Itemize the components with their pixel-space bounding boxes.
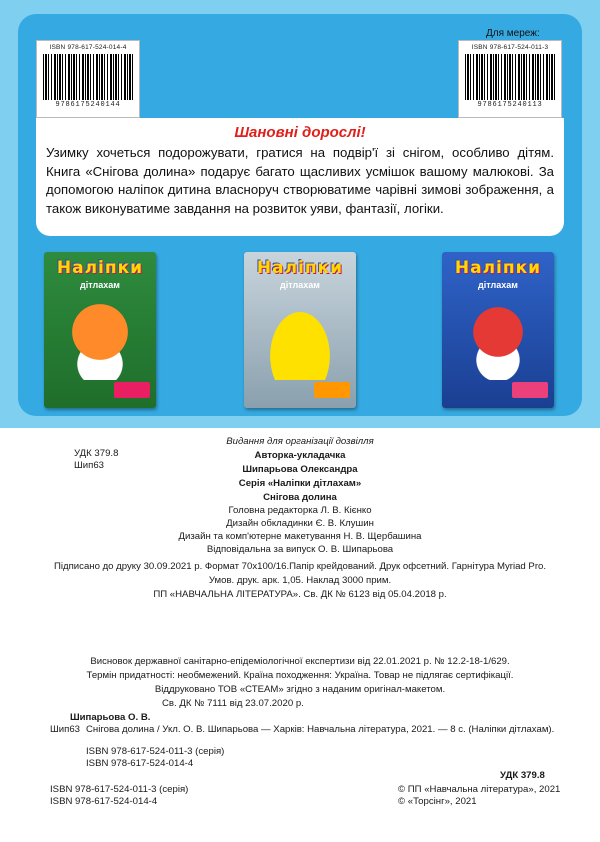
sanitary-conclusion: Висновок державної санітарно-епідеміологічної експертизи від 22.01.2021 р. № 12.2-18-1/629. — [90, 656, 510, 667]
book-subtitle: дітлахам — [478, 280, 518, 290]
author-role: Авторка-укладачка — [254, 450, 346, 461]
book-tag-icon — [114, 382, 150, 398]
printed-by: Віддруковано ТОВ «СТЕАМ» згідно з наданим оригінал-макетом. — [154, 684, 446, 695]
book-cover-transport — [244, 252, 356, 408]
fox-illustration-icon — [62, 300, 138, 380]
notice-title: Шановні дорослі! — [234, 124, 366, 141]
barcode-right — [458, 40, 562, 118]
santa-illustration-icon — [460, 300, 536, 380]
layout-designer: Дизайн та комп'ютерне макетування Н. В. Щербашина — [178, 531, 422, 542]
notice-panel — [36, 118, 564, 236]
cover-designer: Дизайн обкладинки Є. В. Клушин — [226, 518, 374, 529]
udk-top: УДК 379.8 — [74, 448, 119, 459]
print-signed: Підписано до друку 30.09.2021 р. Формат 70х100/16.Папір крейдований. Друк офсетний. Гарнітура Myriad Pro. — [53, 561, 547, 572]
catalog-isbn-series: ISBN 978-617-524-011-3 (серія) — [86, 746, 225, 757]
book-cover-santa — [442, 252, 554, 408]
isbn-right-label: ISBN 978-617-524-011-3 — [471, 44, 549, 51]
series-title: Серія «Наліпки дітлахам» — [238, 478, 362, 489]
barcode-bars-icon — [43, 54, 133, 100]
book-cover-fox — [44, 252, 156, 408]
book-subtitle: дітлахам — [280, 280, 320, 290]
book-title: Наліпки — [56, 258, 144, 278]
book-tag-icon — [314, 382, 350, 398]
print-sheets: Умов. друк. арк. 1,05. Наклад 3000 прим. — [208, 575, 392, 586]
book-subtitle: дітлахам — [80, 280, 120, 290]
publisher-info: ПП «НАВЧАЛЬНА ЛІТЕРАТУРА». Св. ДК № 6123 від 05.04.2018 р. — [153, 589, 447, 600]
shelf-life: Термін придатності: необмежений. Країна походження: Україна. Товар не підлягає сертифікації. — [86, 670, 514, 681]
for-networks-label: Для мереж: — [486, 28, 540, 39]
book-title: Наліпки — [256, 258, 344, 278]
printer-certificate: Св. ДК № 7111 від 23.07.2020 р. — [162, 698, 304, 709]
permit-note: Видання для організації дозвілля — [226, 436, 374, 447]
author-name: Шипарьова Олександра — [242, 464, 358, 475]
catalog-entry: Снігова долина / Укл. О. В. Шипарьова — Харків: Навчальна література, 2021. — 8 с. (Наліпки дітлахам). — [86, 724, 555, 735]
catalog-author: Шипарьова О. В. — [70, 712, 151, 723]
copyright-publisher: © ПП «Навчальна література», 2021 — [398, 784, 561, 795]
responsible-person: Відповідальна за випуск О. В. Шипарьова — [206, 544, 394, 555]
barcode-right-digits: 9786175240113 — [477, 101, 543, 109]
catalog-isbn: ISBN 978-617-524-014-4 — [86, 758, 194, 769]
copyright-torsing: © «Торсінг», 2021 — [398, 796, 477, 807]
isbn-bottom: ISBN 978-617-524-014-4 — [50, 796, 158, 807]
isbn-series-bottom: ISBN 978-617-524-011-3 (серія) — [50, 784, 189, 795]
book-title: Наліпки — [454, 258, 542, 278]
code-top: Шип63 — [74, 460, 105, 471]
car-illustration-icon — [262, 300, 338, 380]
barcode-left — [36, 40, 140, 118]
book-name: Снігова долина — [263, 492, 337, 503]
isbn-left-label: ISBN 978-617-524-014-4 — [49, 44, 127, 51]
barcode-bars-icon — [465, 54, 555, 100]
book-tag-icon — [512, 382, 548, 398]
notice-text: Узимку хочеться подорожувати, гратися на подвір'ї зі снігом, особливо дітям. Книга «Снігова долина» подарує багато щасливих усмішок вашому малюкові. За допомогою наліпок дитина власноруч створюватиме чарівні зимові зображення, а також виконуватиме завдання на розвиток уяви, фантазії, логіки. — [46, 145, 554, 216]
chief-editor: Головна редакторка Л. В. Кієнко — [228, 505, 372, 516]
barcode-left-digits: 9786175240144 — [55, 101, 121, 109]
catalog-code: Шип63 — [50, 724, 81, 735]
udk-bottom: УДК 379.8 — [500, 770, 545, 781]
